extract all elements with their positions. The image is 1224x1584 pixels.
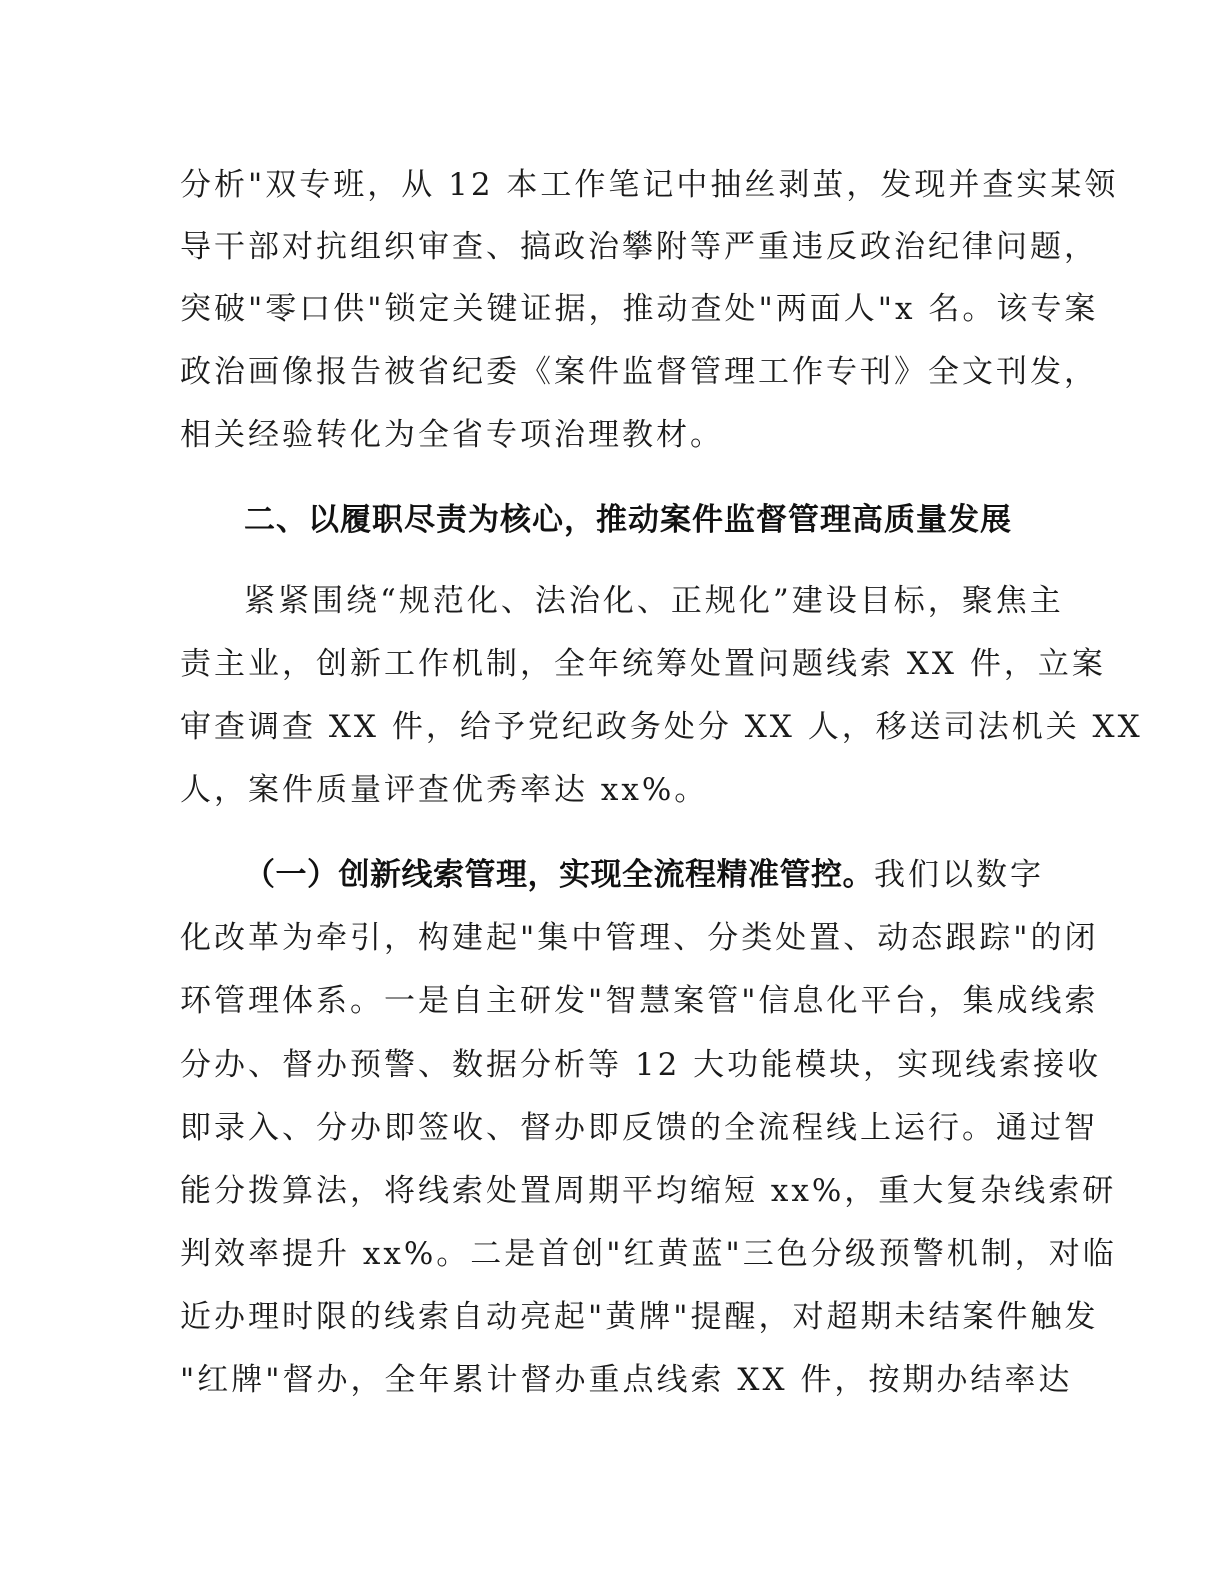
paragraph-line: 审查调查 XX 件，给予党纪政务处分 XX 人，移送司法机关 XX (180, 709, 1143, 745)
paragraph-line: 政治画像报告被省纪委《案件监督管理工作专刊》全文刊发， (180, 354, 1098, 390)
subsection-line (244, 850, 1104, 900)
section-heading: 二、以履职尽责为核心，推动案件监督管理高质量发展 (244, 502, 1012, 538)
paragraph-line: 人，案件质量评查优秀率达 xx%。 (180, 772, 709, 808)
paragraph-line: 即录入、分办即签收、督办即反馈的全流程线上运行。通过智 (180, 1110, 1098, 1146)
paragraph-line: 紧紧围绕“规范化、法治化、正规化”建设目标，聚焦主 (244, 583, 1064, 619)
paragraph-line: 环管理体系。一是自主研发"智慧案管"信息化平台，集成线索 (180, 983, 1099, 1019)
paragraph-line: 近办理时限的线索自动亮起"黄牌"提醒，对超期未结案件触发 (180, 1299, 1099, 1335)
subsection-text: 我们以数字 (874, 857, 1044, 893)
paragraph-line: 分办、督办预警、数据分析等 12 大功能模块，实现线索接收 (180, 1047, 1102, 1083)
paragraph-line: 突破"零口供"锁定关键证据，推动查处"两面人"x 名。该专案 (180, 291, 1099, 327)
paragraph-line: 判效率提升 xx%。二是首创"红黄蓝"三色分级预警机制，对临 (180, 1236, 1117, 1272)
paragraph-line: 能分拨算法，将线索处置周期平均缩短 xx%，重大复杂线索研 (180, 1173, 1117, 1209)
paragraph-line: 分析"双专班，从 12 本工作笔记中抽丝剥茧，发现并查实某领 (180, 167, 1119, 203)
paragraph-line: 责主业，创新工作机制，全年统筹处置问题线索 XX 件，立案 (180, 646, 1106, 682)
paragraph-line: 相关经验转化为全省专项治理教材。 (180, 417, 724, 453)
paragraph-line: "红牌"督办，全年累计督办重点线索 XX 件，按期办结率达 (180, 1362, 1073, 1398)
paragraph-line: 化改革为牵引，构建起"集中管理、分类处置、动态跟踪"的闭 (180, 920, 1099, 956)
paragraph-line: 导干部对抗组织审查、搞政治攀附等严重违反政治纪律问题， (180, 229, 1098, 265)
subsection-heading: （一）创新线索管理，实现全流程精准管控。 (244, 857, 874, 893)
